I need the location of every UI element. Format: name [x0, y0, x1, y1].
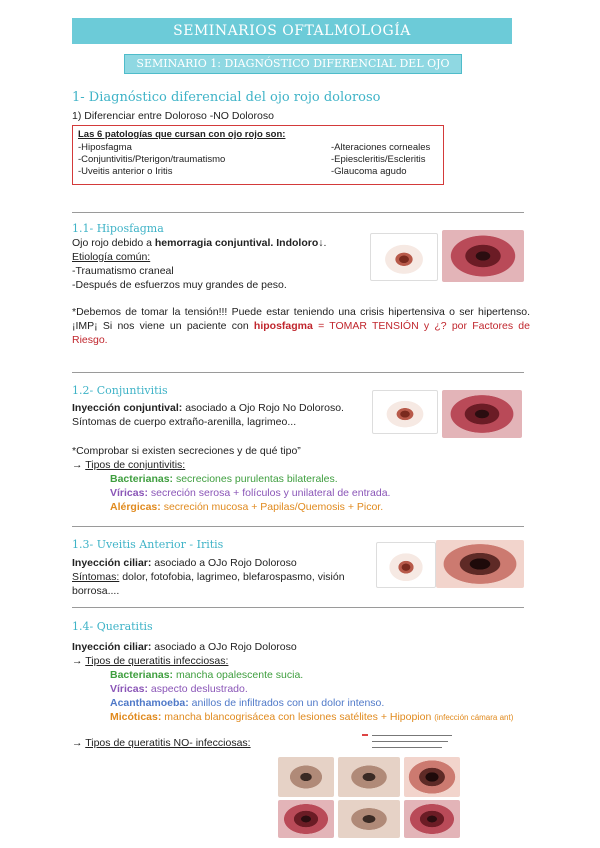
pathologies-title: Las 6 patologías que cursan con ojo rojo son: [78, 129, 286, 140]
pathology-item: -Alteraciones corneales [331, 142, 431, 153]
hiposfagma-photo-image [442, 230, 524, 282]
conjuntivitis-note: *Comprobar si existen secreciones y de qué tipo” [72, 445, 301, 457]
conjuntivitis-photo-image [442, 390, 522, 438]
section-1-heading: 1- Diagnóstico diferencial del ojo rojo doloroso [72, 90, 381, 105]
uveitis-photo-image [436, 540, 524, 588]
conjuntivitis-type-bacterianas: Bacterianas: secreciones purulentas bilaterales. [110, 473, 338, 485]
divider [72, 526, 524, 527]
divider [72, 212, 524, 213]
uveitis-line-2: Síntomas: dolor, fotofobia, lagrimeo, blefarospasmo, visión borrosa.... [72, 571, 345, 597]
queratitis-photo-image [338, 800, 400, 838]
pathologies-box [72, 125, 444, 185]
queratitis-photo-image [404, 757, 460, 797]
etiology-item: -Traumatismo craneal [72, 265, 174, 277]
hiposfagma-sketch-image [370, 233, 438, 281]
queratitis-type-bacterianas: Bacterianas: mancha opalescente sucia. [110, 669, 304, 681]
etiology-label: Etiología común: [72, 251, 151, 263]
page-title: SEMINARIOS OFTALMOLOGÍA [72, 18, 512, 44]
queratitis-type-micoticas: Micóticas: mancha blancogrisácea con lesiones satélites + Hipopion (infección cámara ant) [110, 711, 514, 723]
section-1-4-heading: 1.4- Queratitis [72, 620, 153, 633]
queratitis-line-1: Inyección ciliar: asociado a OJo Rojo Doloroso [72, 641, 297, 653]
conjuntivitis-types-label: → Tipos de conjuntivitis: [72, 459, 186, 471]
section-1-3-heading: 1.3- Uveitis Anterior - Iritis [72, 538, 224, 551]
hiposfagma-desc: Ojo rojo debido a hemorragia conjuntival. Indoloro↓. [72, 237, 327, 249]
section-1-1-heading: 1.1- Hiposfagma [72, 222, 164, 235]
queratitis-photo-image [338, 757, 400, 797]
queratitis-photo-image [404, 800, 460, 838]
etiology-item: -Después de esfuerzos muy grandes de peso. [72, 279, 287, 291]
uveitis-sketch-image [376, 542, 436, 588]
queratitis-photo-image [278, 757, 334, 797]
queratitis-type-viricas: Víricas: aspecto deslustrado. [110, 683, 248, 695]
divider [72, 607, 524, 608]
conjuntivitis-line-2: Síntomas de cuerpo extraño-arenilla, lagrimeo... [72, 416, 297, 428]
divider [72, 372, 524, 373]
page-subtitle: SEMINARIO 1: DIAGNÓSTICO DIFERENCIAL DEL OJO ROJO [124, 54, 462, 74]
conjuntivitis-sketch-image [372, 390, 438, 434]
section-1-point: 1) Diferenciar entre Doloroso -NO Doloroso [72, 110, 274, 122]
pathology-item: -Glaucoma agudo [331, 166, 407, 177]
uveitis-line-1: Inyección ciliar: asociado a OJo Rojo Doloroso [72, 557, 297, 569]
queratitis-noinf-label: → Tipos de queratitis NO- infecciosas: [72, 737, 251, 749]
pathology-item: -Conjuntivitis/Pterigon/traumatismo [78, 154, 226, 165]
conjuntivitis-line-1: Inyección conjuntival: asociado a Ojo Rojo No Doloroso. [72, 402, 344, 414]
queratitis-type-acanthamoeba: Acanthamoeba: anillos de infiltrados con un dolor intenso. [110, 697, 385, 709]
conjuntivitis-type-viricas: Víricas: secreción serosa + folículos y unilateral de entrada. [110, 487, 391, 499]
queratitis-photo-image [278, 800, 334, 838]
hiposfagma-note: *Debemos de tomar la tensión!!! Puede estar teniendo una crisis hipertensiva o ser hipertenso. ¡IMP¡ Si nos viene un paciente con hiposfagma = TOMAR TENSIÓN y ¿? por Factores de Riesgo. [72, 306, 530, 346]
section-1-2-heading: 1.2- Conjuntivitis [72, 384, 168, 397]
legend-scribble-image [362, 732, 462, 754]
pathology-item: -Epiescleritis/Escleritis [331, 154, 426, 165]
pathology-item: -Uveitis anterior o Iritis [78, 166, 173, 177]
conjuntivitis-type-alergicas: Alérgicas: secreción mucosa + Papilas/Quemosis + Picor. [110, 501, 384, 513]
queratitis-types-label: → Tipos de queratitis infecciosas: [72, 655, 229, 667]
pathology-item: -Hiposfagma [78, 142, 132, 153]
